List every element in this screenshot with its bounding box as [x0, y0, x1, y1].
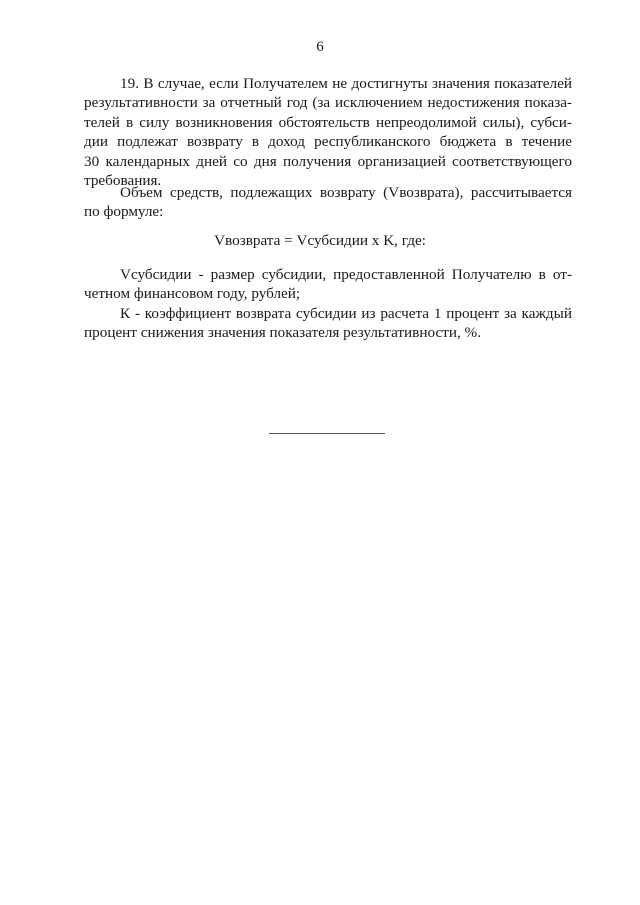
paragraph-line: дии подлежат возврату в доход республиканского бюджета в течение [84, 133, 572, 151]
definition-line: Vсубсидии - размер субсидии, предоставленной Получателю в от- [120, 266, 572, 283]
return-formula: Vвозврата = Vсубсидии x K, где: [214, 232, 426, 249]
paragraph-line: по формуле: [84, 203, 164, 221]
paragraph-line: Объем средств, подлежащих возврату (Vвозврата), рассчитывается [120, 184, 572, 201]
paragraph-line: 30 календарных дней со дня получения организацией соответствующего [84, 152, 572, 170]
end-separator-line [269, 433, 385, 434]
definition-line: четном финансовом году, рублей; [84, 285, 301, 303]
paragraph-line: телей в силу возникновения обстоятельств непреодолимой силы), субси- [84, 113, 572, 131]
paragraph-line: результативности за отчетный год (за исключением недостижения показа- [84, 94, 572, 112]
definition-line: процент снижения значения показателя результативности, %. [84, 324, 481, 342]
page-number: 6 [316, 39, 324, 55]
paragraph-line: 19. В случае, если Получателем не достигнуты значения показателей [120, 75, 572, 92]
paragraph-19 [84, 74, 572, 190]
paragraph-line: требования. [84, 171, 162, 189]
definition-line: К - коэффициент возврата субсидии из расчета 1 процент за каждый [120, 304, 572, 322]
definitions [84, 265, 572, 343]
paragraph-formula-intro [84, 183, 572, 222]
